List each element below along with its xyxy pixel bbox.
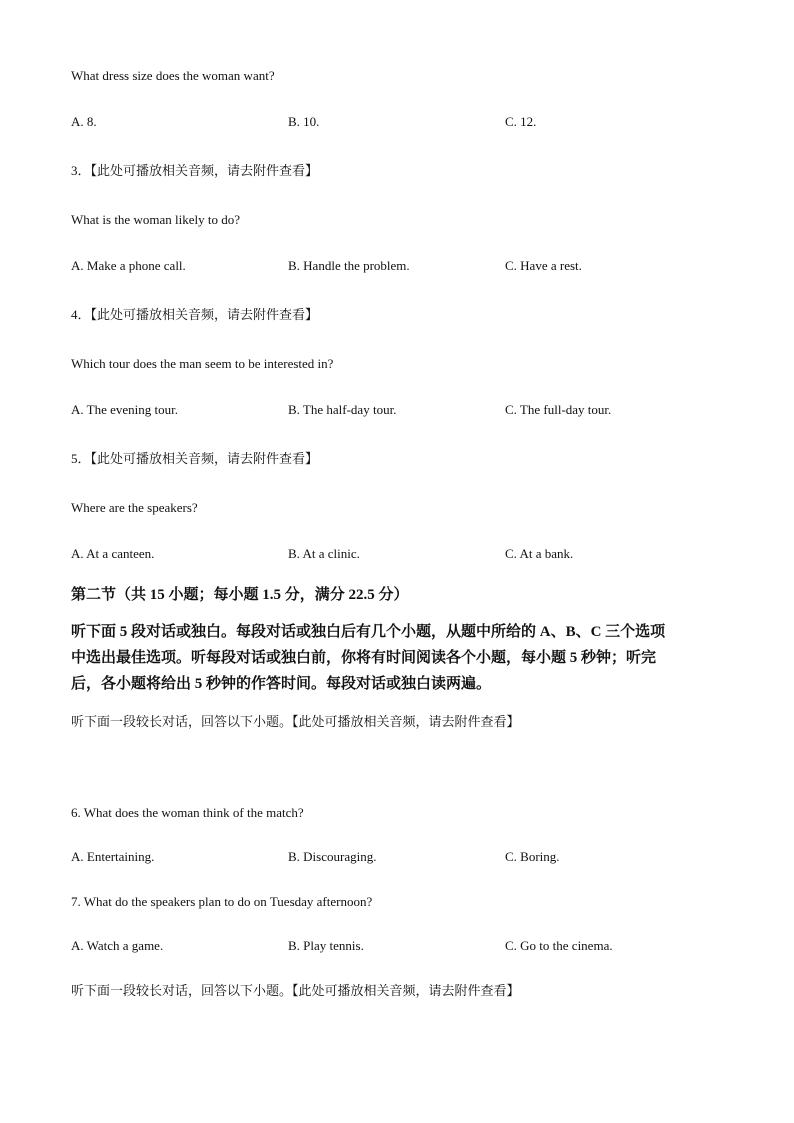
option-a: A. Entertaining.: [71, 849, 155, 864]
question-prompt: Which tour does the man seem to be interested in?: [71, 356, 334, 371]
instruction-line: 中选出最佳选项。听每段对话或独白前，你将有时间阅读各个小题，每小题 5 秒钟；听完: [71, 650, 657, 666]
question-prompt: 7. What do the speakers plan to do on Tuesday afternoon?: [71, 894, 373, 909]
option-c: C. Have a rest.: [505, 258, 582, 273]
option-b: B. Play tennis.: [288, 938, 364, 953]
question-prompt: Where are the speakers?: [71, 500, 198, 515]
audio-marker: 5．【此处可播放相关音频，请去附件查看】: [71, 451, 319, 466]
option-c: C. The full-day tour.: [505, 402, 612, 417]
section-heading: 第二节（共 15 小题；每小题 1.5 分，满分 22.5 分）: [71, 587, 409, 603]
option-a: A. Watch a game.: [71, 938, 164, 953]
option-b: B. Discouraging.: [288, 849, 377, 864]
option-c: C. Go to the cinema.: [505, 938, 613, 953]
option-c: C. 12.: [505, 114, 537, 129]
option-b: B. The half-day tour.: [288, 402, 397, 417]
section-instructions: [71, 619, 721, 697]
question-prompt: What is the woman likely to do?: [71, 212, 240, 227]
listen-prompt: 听下面一段较长对话，回答以下小题。【此处可播放相关音频，请去附件查看】: [71, 714, 520, 729]
option-a: A. The evening tour.: [71, 402, 178, 417]
audio-marker: 4．【此处可播放相关音频，请去附件查看】: [71, 307, 319, 322]
instruction-line: 后，各小题将给出 5 秒钟的作答时间。每段对话或独白读两遍。: [71, 676, 492, 692]
option-b: B. At a clinic.: [288, 546, 360, 561]
audio-marker: 3．【此处可播放相关音频，请去附件查看】: [71, 163, 319, 178]
question-prompt: What dress size does the woman want?: [71, 68, 275, 83]
option-a: A. 8.: [71, 114, 97, 129]
question-prompt: 6. What does the woman think of the match?: [71, 805, 304, 820]
listen-prompt: 听下面一段较长对话，回答以下小题。【此处可播放相关音频，请去附件查看】: [71, 983, 520, 998]
option-b: B. 10.: [288, 114, 320, 129]
option-b: B. Handle the problem.: [288, 258, 410, 273]
option-c: C. At a bank.: [505, 546, 574, 561]
option-a: A. At a canteen.: [71, 546, 155, 561]
option-c: C. Boring.: [505, 849, 560, 864]
instruction-line: 听下面 5 段对话或独白。每段对话或独白后有几个小题，从题中所给的 A、B、C 三个选项: [71, 624, 666, 640]
option-a: A. Make a phone call.: [71, 258, 186, 273]
